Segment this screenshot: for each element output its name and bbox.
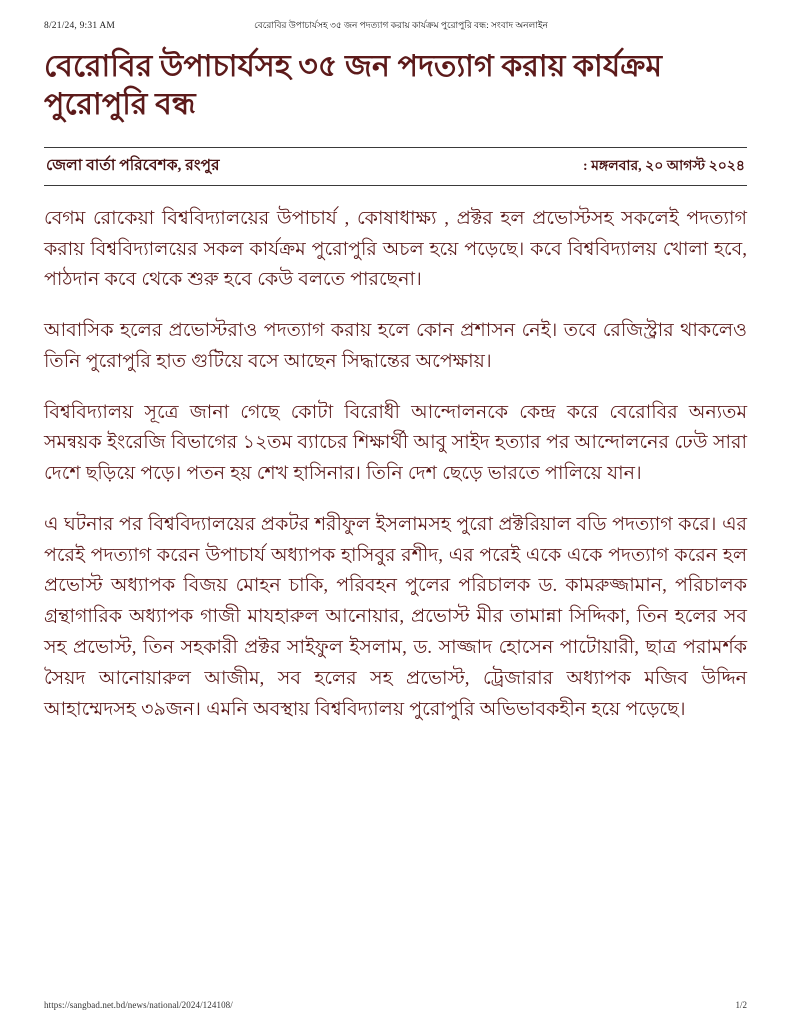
print-date: 8/21/24, 9:31 AM — [44, 21, 116, 31]
page-title: বেরোবির উপাচার্যসহ ৩৫ জন পদত্যাগ করায় কার্যক্রম পুরোপুরি বন্ধ — [44, 50, 663, 122]
page-number: 1/2 — [735, 1000, 747, 1010]
byline: জেলা বার্তা পরিবেশক, রংপুর — [46, 156, 220, 174]
byline-row — [44, 147, 747, 186]
article-paragraph: এ ঘটনার পর বিশ্ববিদ্যালয়ের প্রকটর শরীফুল ইসলামসহ পুরো প্রক্টরিয়াল বডি পদত্যাগ করে। এর পরেই পদত্যাগ করেন উপাচার্য অধ্যাপক হাসিবুর রশীদ, এর পরেই একে একে পদত্যাগ করেন হল প্রভোস্ট অধ্যাপক বিজয় মোহন চাকি, পরিবহন পুলের পরিচালক ড. কামরুজ্জামান, পরিচালক গ্রন্থাগারিক অধ্যাপক গাজী মাযহারুল আনোয়ার, প্রভোস্ট মীর তামান্না সিদ্দিকা, তিন হলের সব সহ প্রভোস্ট, তিন সহকারী প্রক্টর সাইফুল ইসলাম, ড. সাজ্জাদ হোসেন পাটোয়ারী, ছাত্র পরামর্শক সৈয়দ আনোয়ারুল আজীম, সব হলের সহ প্রভোস্ট, ট্রেজারার অধ্যাপক মজিব উদ্দিন আহাম্মেদসহ ৩৯জন। এমনি অবস্থায় বিশ্ববিদ্যালয় পুরোপুরি অভিভাবকহীন হয়ে পড়েছে। — [44, 513, 747, 720]
article-paragraph: বেগম রোকেয়া বিশ্ববিদ্যালয়ের উপাচার্য , কোষাধাক্ষ্য , প্রক্টর হল প্রভোস্টসহ সকলেই পদত্যাগ করায় বিশ্ববিদ্যালয়ের সকল কার্যক্রম পুরোপুরি অচল হয়ে পড়েছে। কবে বিশ্ববিদ্যালয় খোলা হবে, পাঠদান কবে থেকে শুরু হবে কেউ বলতে পারছেনা। — [44, 207, 747, 291]
article-paragraph: বিশ্ববিদ্যালয় সূত্রে জানা গেছে কোটা বিরোধী আন্দোলনকে কেন্দ্র করে বেরোবির অন্যতম সমন্বয়ক ইংরেজি বিভাগের ১২তম ব্যাচের শিক্ষার্থী আবু সাইদ হত্যার পর আন্দোলনের ঢেউ সারা দেশে ছড়িয়ে পড়ে। পতন হয় শেখ হাসিনার। তিনি দেশ ছেড়ে ভারতে পালিয়ে যান। — [44, 401, 747, 485]
print-footer — [44, 1000, 747, 1010]
article — [44, 42, 747, 1024]
print-header — [44, 18, 747, 32]
source-url[interactable]: https://sangbad.net.bd/news/national/2024/124108/ — [44, 1000, 233, 1010]
print-document-title: বেরোবির উপাচার্যসহ ৩৫ জন পদত্যাগ করায় কার্যক্রম পুরোপুরি বন্ধ: সংবাদ অনলাইন — [254, 20, 548, 30]
article-body — [44, 204, 747, 725]
article-paragraph: আবাসিক হলের প্রভোস্টরাও পদত্যাগ করায় হলে কোন প্রশাসন নেই। তবে রেজিস্ট্রার থাকলেও তিনি পুরোপুরি হাত গুটিয়ে বসে আছেন সিদ্ধান্তের অপেক্ষায়। — [44, 320, 747, 372]
dateline: : মঙ্গলবার, ২০ আগস্ট ২০২৪ — [582, 158, 745, 174]
